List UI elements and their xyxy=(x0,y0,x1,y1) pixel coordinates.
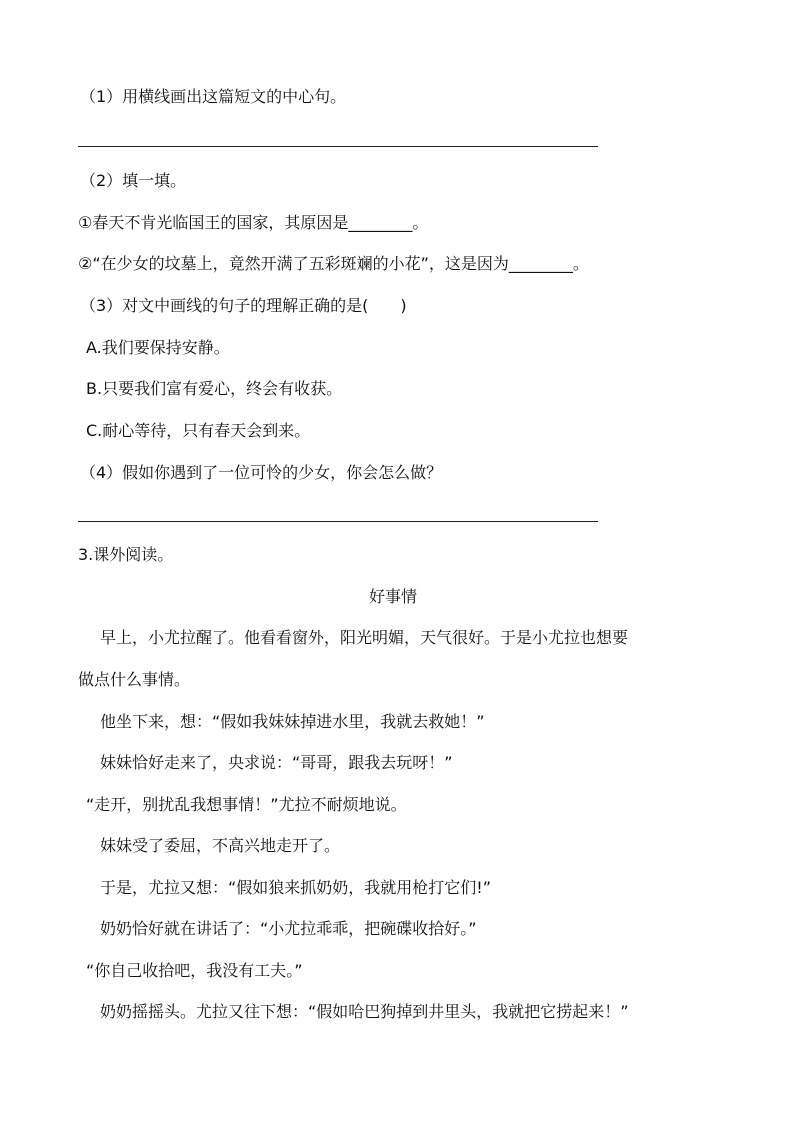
q3-option-a: A.我们要保持安静。 xyxy=(86,338,230,357)
story-paragraph: 于是，尤拉又想：“假如狼来抓奶奶，我就用枪打它们!” xyxy=(100,878,491,897)
story-paragraph: 妹妹恰好走来了，央求说：“哥哥，跟我去玩呀！” xyxy=(100,753,453,772)
q3-option-b: B.只要我们富有爱心，终会有收获。 xyxy=(86,379,343,398)
section-3-heading: 3.课外阅读。 xyxy=(78,545,174,564)
q3-option-c: C.耐心等待，只有春天会到来。 xyxy=(86,421,311,440)
q1-text: （1）用横线画出这篇短文的中心句。 xyxy=(80,87,347,106)
story-paragraph: 妹妹受了委屈，不高兴地走开了。 xyxy=(100,836,341,855)
story-paragraph: “走开，别扰乱我想事情！”尤拉不耐烦地说。 xyxy=(86,795,407,814)
story-paragraph: 他坐下来，想：“假如我妹妹掉进水里，我就去救她！” xyxy=(100,712,485,731)
q4-text: （4）假如你遇到了一位可怜的少女，你会怎么做？ xyxy=(80,463,443,482)
story-title: 好事情 xyxy=(369,587,418,606)
story-paragraph: “你自己收拾吧，我没有工夫。” xyxy=(86,961,303,980)
q2-text: （2）填一填。 xyxy=(80,171,187,190)
q3-text: （3）对文中画线的句子的理解正确的是( ) xyxy=(80,296,407,315)
answer-line-q1 xyxy=(78,146,598,147)
story-paragraph: 奶奶恰好就在讲话了：“小尤拉乖乖，把碗碟收拾好。” xyxy=(100,919,477,938)
story-paragraph: 奶奶摇摇头。尤拉又往下想：“假如哈巴狗掉到井里头，我就把它捞起来！” xyxy=(100,1002,629,1021)
story-paragraph: 做点什么事情。 xyxy=(78,670,191,689)
q2-item-2: ②“在少女的坟墓上，竟然开满了五彩斑斓的小花”，这是因为________。 xyxy=(78,254,589,273)
story-paragraph: 早上，小尤拉醒了。他看看窗外，阳光明媚，天气很好。于是小尤拉也想要 xyxy=(100,628,629,647)
answer-line-q4 xyxy=(78,521,598,522)
q2-item-1: ①春天不肯光临国王的国家，其原因是________。 xyxy=(78,213,429,232)
